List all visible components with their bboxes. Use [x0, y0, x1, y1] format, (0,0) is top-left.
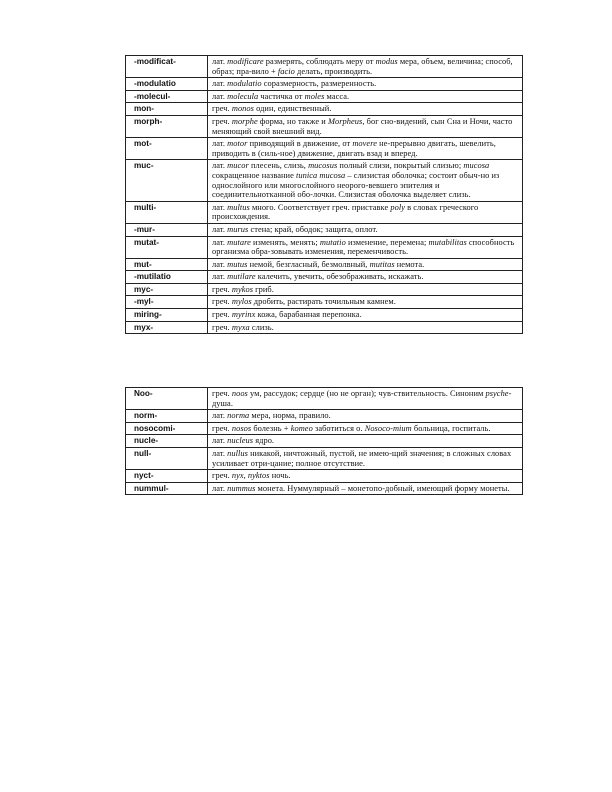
definition-text: лат. — [212, 139, 228, 149]
definition-text: гриб. — [253, 284, 274, 294]
table-row — [126, 103, 523, 116]
definition-text: плесень, слизь, — [248, 161, 309, 171]
definition-text: лат. — [212, 91, 228, 101]
latin-term: mykos — [231, 284, 254, 294]
definition-text: размерять, соблюдать меру от — [263, 57, 376, 66]
table-row — [126, 470, 523, 483]
term-cell: norm- — [126, 410, 208, 423]
definition-text: не-прерывно двигать, шевелить, приводить в (силь-ное) движение, двигать взад и вперед. — [212, 139, 496, 158]
latin-term: tunica mucosa — [296, 170, 346, 180]
latin-term: norma — [227, 411, 250, 421]
definition-cell — [208, 90, 523, 103]
definition-text: соразмерность, размеренность. — [261, 79, 377, 89]
table-row — [126, 388, 523, 410]
table-row — [126, 160, 523, 201]
latin-term: Morpheus — [327, 116, 363, 126]
definition-text: , бог сно-видений, сын Сна и Ночи, часто меняющий свой внешний вид. — [212, 116, 513, 136]
definition-text: калечить, увечить, обезображивать, искажать. — [255, 272, 424, 282]
latin-term: mucor — [227, 161, 249, 171]
definition-text: кожа, барабанная перепонка. — [255, 310, 362, 320]
definition-text: сокращенное название — [212, 170, 297, 180]
table-row — [126, 447, 523, 469]
definition-text: немой, безгласный, безмолвный, — [247, 259, 370, 269]
latin-term: mutitas — [369, 259, 395, 269]
definition-cell — [208, 138, 523, 160]
term-cell: Noo- — [126, 388, 208, 410]
definition-text: лат. — [212, 224, 228, 234]
glossary-table-n — [125, 387, 523, 495]
term-cell: nyct- — [126, 470, 208, 483]
definition-text: лат. — [212, 259, 228, 269]
definition-text: лат. — [212, 448, 228, 458]
definition-cell — [208, 223, 523, 236]
table-row — [126, 138, 523, 160]
definition-text: ум, рассудок; сердце (но не орган); чув-ствительность. Синоним — [247, 389, 486, 398]
definition-cell — [208, 410, 523, 423]
glossary-table-m — [125, 55, 523, 334]
latin-term: morphe — [231, 116, 258, 126]
table-row — [126, 296, 523, 309]
term-cell: -mur- — [126, 223, 208, 236]
definition-cell — [208, 115, 523, 137]
latin-term: nyx, nyktos — [231, 471, 270, 481]
definition-cell — [208, 470, 523, 483]
table-row — [126, 309, 523, 322]
definition-text: лат. — [212, 483, 228, 493]
latin-term: monos — [231, 104, 254, 114]
table-row — [126, 90, 523, 103]
definition-text: приводящий в движение, от — [247, 139, 353, 149]
definition-cell — [208, 321, 523, 334]
definition-cell — [208, 160, 523, 201]
definition-text: слизь. — [249, 322, 274, 332]
table-row — [126, 321, 523, 334]
definition-text: изменять, менять; — [250, 237, 320, 247]
table-row — [126, 283, 523, 296]
latin-term: mutus — [227, 259, 248, 269]
term-cell: -myl- — [126, 296, 208, 309]
latin-term: myrinx — [231, 310, 256, 320]
definition-text: один, единственный. — [253, 104, 332, 114]
term-cell: muc- — [126, 160, 208, 201]
definition-cell — [208, 78, 523, 91]
definition-cell — [208, 271, 523, 284]
definition-text: мера, норма, правило. — [249, 411, 331, 421]
term-cell: multi- — [126, 201, 208, 223]
definition-text: заботиться о. — [312, 423, 365, 433]
definition-text: ночь. — [269, 471, 291, 481]
definition-text: способность организма обра-зовывать изменения, переменчивость. — [212, 237, 515, 257]
definition-text: частичка от — [258, 91, 305, 101]
latin-term: facio — [277, 66, 295, 76]
table-row — [126, 271, 523, 284]
definition-text: в словах греческого происхождения. — [212, 202, 479, 222]
latin-term: murus — [227, 224, 249, 234]
definition-text: лат. — [212, 237, 228, 247]
latin-term: komeo — [290, 423, 313, 433]
table-row — [126, 56, 523, 78]
latin-term: mutilare — [227, 272, 256, 282]
definition-cell — [208, 236, 523, 258]
definition-cell — [208, 56, 523, 78]
latin-term: nucleus — [227, 436, 254, 446]
table-row — [126, 422, 523, 435]
definition-text: лат. — [212, 79, 228, 89]
latin-term: mucosus — [308, 161, 338, 171]
definition-text: греч. — [212, 471, 232, 481]
term-cell: myx- — [126, 321, 208, 334]
definition-text: немота. — [394, 259, 425, 269]
definition-cell — [208, 422, 523, 435]
definition-text: ядро. — [253, 436, 275, 446]
definition-text: стена; край, ободок; защита, оплот. — [248, 224, 378, 234]
definition-text: греч. — [212, 284, 232, 294]
latin-term: mutabilitas — [428, 237, 467, 247]
latin-term: mutatio — [319, 237, 346, 247]
definition-text: греч. — [212, 116, 232, 126]
latin-term: movere — [352, 139, 377, 149]
latin-term: moles — [304, 91, 325, 101]
definition-text: форма, но также и — [257, 116, 328, 126]
definition-text: лат. — [212, 202, 228, 212]
table-row — [126, 115, 523, 137]
latin-term: noos — [231, 389, 248, 398]
latin-term: multus — [227, 202, 250, 212]
term-cell: mot- — [126, 138, 208, 160]
definition-cell — [208, 447, 523, 469]
table-row — [126, 78, 523, 91]
definition-cell — [208, 435, 523, 448]
latin-term: nummus — [227, 483, 256, 493]
term-cell: -modulatio — [126, 78, 208, 91]
latin-term: nullus — [227, 448, 248, 458]
table-row — [126, 258, 523, 271]
term-cell: null- — [126, 447, 208, 469]
term-cell: miring- — [126, 309, 208, 322]
definition-text: лат. — [212, 161, 228, 171]
term-cell: nucle- — [126, 435, 208, 448]
term-cell: mut- — [126, 258, 208, 271]
definition-cell — [208, 201, 523, 223]
definition-text: греч. — [212, 310, 232, 320]
term-cell: myc- — [126, 283, 208, 296]
definition-text: много. Соответствует греч. приставке — [249, 202, 391, 212]
table-row — [126, 201, 523, 223]
latin-term: molecula — [227, 91, 259, 101]
latin-term: modificare — [227, 57, 264, 66]
definition-text: дробить, растирать точильным камнем. — [251, 297, 396, 307]
latin-term: poly — [390, 202, 405, 212]
latin-term: modus — [375, 57, 398, 66]
term-cell: nummul- — [126, 482, 208, 495]
definition-cell — [208, 103, 523, 116]
definition-text: греч. — [212, 322, 232, 332]
table-row — [126, 236, 523, 258]
table-row — [126, 482, 523, 495]
term-cell: -mutilatio — [126, 271, 208, 284]
latin-term: nosos — [231, 423, 252, 433]
definition-text: полный слизи, покрытый слизью; — [337, 161, 464, 171]
definition-cell — [208, 283, 523, 296]
definition-text: лат. — [212, 436, 228, 446]
definition-text: болезнь + — [251, 423, 291, 433]
table-row — [126, 223, 523, 236]
definition-text: больница, госпиталь. — [411, 423, 491, 433]
definition-text: монета. Нуммулярный – монетопо-добный, имеющий форму монеты. — [255, 483, 510, 493]
latin-term: mylos — [231, 297, 252, 307]
definition-cell — [208, 309, 523, 322]
latin-term: modulatio — [227, 79, 262, 89]
definition-text: греч. — [212, 297, 232, 307]
latin-term: motor — [227, 139, 248, 149]
table-row — [126, 435, 523, 448]
definition-text: мера, объем, величина; способ, образ; пра-вило + — [212, 57, 513, 76]
latin-term: myxa — [231, 322, 250, 332]
definition-text: греч. — [212, 104, 232, 114]
table-row — [126, 410, 523, 423]
definition-text: – слизистая оболочка; состоит обыч-но из однослойного или многослойного неорого-вевшего эпителия и соединительнотканной обо-лочки. Слизистая оболочка выделяет слизь. — [212, 170, 500, 200]
definition-text: лат. — [212, 272, 228, 282]
term-cell: -modificat- — [126, 56, 208, 78]
definition-text: греч. — [212, 423, 232, 433]
term-cell: nosocomi- — [126, 422, 208, 435]
definition-text: делать, производить. — [294, 66, 373, 76]
definition-cell — [208, 258, 523, 271]
definition-text: изменение, перемена; — [345, 237, 429, 247]
definition-text: лат. — [212, 411, 228, 421]
latin-term: mucosa — [463, 161, 490, 171]
definition-text: греч. — [212, 389, 232, 398]
term-cell: -molecul- — [126, 90, 208, 103]
definition-text: никакой, ничтожный, пустой, не имею-щий значения; в сложных словах усиливает отри-цание; полное отсутствие. — [212, 448, 512, 468]
definition-text: масса. — [324, 91, 350, 101]
definition-text: -душа. — [212, 389, 512, 408]
term-cell: morph- — [126, 115, 208, 137]
latin-term: psyche — [485, 389, 509, 398]
latin-term: mutare — [227, 237, 251, 247]
latin-term: Nosoco-mium — [364, 423, 412, 433]
definition-cell — [208, 482, 523, 495]
term-cell: mon- — [126, 103, 208, 116]
term-cell: mutat- — [126, 236, 208, 258]
definition-cell — [208, 296, 523, 309]
definition-text: лат. — [212, 57, 228, 66]
definition-cell — [208, 388, 523, 410]
